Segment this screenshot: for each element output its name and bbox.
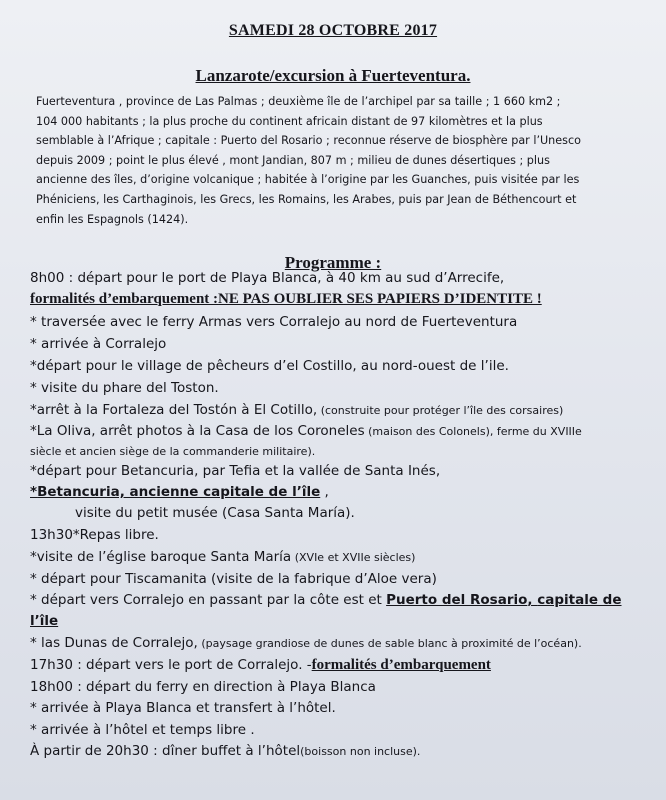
programme-line xyxy=(30,445,315,458)
ile-label: l’île xyxy=(30,613,59,629)
programme-line xyxy=(30,463,440,479)
betancuria-heading: Betancuria, ancienne capitale de l’île xyxy=(37,484,321,500)
programme-line xyxy=(30,291,542,308)
programme-line xyxy=(30,484,329,500)
intro-line: Phéniciens, les Carthaginois, les Grecs, les Romains, les Arabes, puis par Jean de Béthencourt et xyxy=(36,192,577,206)
line-text: *arrêt à la Fortaleza del Tostón à El Cotillo, xyxy=(30,402,318,418)
line-text: 18h00 : départ du ferry en direction à Playa Blanca xyxy=(30,679,376,695)
programme-line xyxy=(30,592,622,608)
line-note: (maison des Colonels), ferme du XVIIIe xyxy=(364,425,582,438)
programme-line xyxy=(30,743,420,759)
line-text: , xyxy=(320,484,329,500)
programme-line xyxy=(30,549,415,565)
line-text: À partir de 20h30 : dîner buffet à l’hôtel xyxy=(30,743,301,759)
header xyxy=(0,22,666,40)
intro-line: 104 000 habitants ; la plus proche du continent africain distant de 97 kilomètres et la plus xyxy=(36,114,543,128)
line-text: 17h30 : départ vers le port de Corralejo. - xyxy=(30,657,312,673)
line-text: * arrivée à Playa Blanca et transfert à l’hôtel. xyxy=(30,700,336,716)
programme-line xyxy=(30,380,219,396)
bullet-star: * xyxy=(30,484,38,500)
line-text: * visite du phare del Toston. xyxy=(30,380,219,396)
programme-line xyxy=(30,358,509,374)
line-text: * arrivée à Corralejo xyxy=(30,336,167,352)
programme-line xyxy=(30,722,255,738)
line-note: siècle et ancien siège de la commanderie militaire). xyxy=(30,445,316,458)
puerto-del-rosario: Puerto del Rosario xyxy=(386,592,528,608)
programme-line xyxy=(75,505,355,521)
programme-line xyxy=(30,314,517,330)
programme-line xyxy=(30,613,58,629)
line-note: (construite pour protéger l’île des corsaires) xyxy=(317,404,564,417)
line-note: (boisson non incluse). xyxy=(300,745,421,758)
boarding-label: formalités d’embarquement : xyxy=(30,291,219,307)
line-text: *La Oliva, arrêt photos à la Casa de los Coroneles xyxy=(30,423,365,439)
line-text: *départ pour le village de pêcheurs d’el Costillo, au nord-ouest de l’ile. xyxy=(30,358,509,374)
line-text: * départ vers Corralejo en passant par la côte est et xyxy=(30,592,387,608)
programme-line xyxy=(30,270,504,286)
line-note: (paysage grandiose de dunes de sable blanc à proximité de l’océan). xyxy=(197,637,582,650)
boarding-label: formalités d’embarquement xyxy=(311,657,491,673)
line-text: *départ pour Betancuria, par Tefia et la vallée de Santa Inés, xyxy=(30,463,441,479)
programme-line xyxy=(30,657,491,674)
programme-line xyxy=(30,700,336,716)
page-date: SAMEDI 28 OCTOBRE 2017 xyxy=(228,22,438,39)
programme-line xyxy=(30,527,159,543)
line-text: *visite de l’église baroque Santa María xyxy=(30,549,292,565)
intro-line: Fuerteventura , province de Las Palmas ; deuxième île de l’archipel par sa taille ; 1 660 km2 ; xyxy=(36,95,561,108)
line-text: * arrivée à l’hôtel et temps libre . xyxy=(30,722,255,738)
line-text: * traversée avec le ferry Armas vers Corralejo au nord de Fuerteventura xyxy=(30,314,518,330)
intro-line: depuis 2009 ; point le plus élevé , mont Jandian, 807 m ; milieu de dunes désertiques ; plus xyxy=(36,153,550,167)
intro-line: ancienne des îles, d’origine volcanique ; habitée à l’origine par les Guanches, puis visitée par les xyxy=(36,173,580,187)
line-text: * las Dunas de Corralejo, xyxy=(30,635,198,651)
programme-title: Programme : xyxy=(284,253,382,272)
id-warning: NE PAS OUBLIER SES PAPIERS D’IDENTITE ! xyxy=(218,291,542,307)
programme-line xyxy=(30,571,437,587)
programme-line xyxy=(30,336,166,352)
line-text: visite du petit musée (Casa Santa María). xyxy=(75,505,355,521)
line-text: 8h00 : départ pour le port de Playa Blanca, à 40 km au sud d’Arrecife, xyxy=(30,270,505,286)
intro-paragraph xyxy=(36,92,636,229)
programme-line xyxy=(30,402,563,418)
programme-line xyxy=(30,635,582,651)
programme-line xyxy=(30,423,582,439)
capitale-label: capitale de xyxy=(537,592,622,608)
comma: , xyxy=(527,592,538,608)
line-note: (XVIe et XVIIe siècles) xyxy=(291,551,416,564)
programme-line xyxy=(30,679,376,695)
line-text: 13h30*Repas libre. xyxy=(30,527,159,543)
intro-line: semblable à l’Afrique ; capitale : Puerto del Rosario ; reconnue réserve de biosphère par l’Unesco xyxy=(36,134,581,148)
line-text: * départ pour Tiscamanita (visite de la fabrique d’Aloe vera) xyxy=(30,571,437,587)
excursion-title: Lanzarote/excursion à Fuerteventura. xyxy=(195,66,471,85)
intro-line: enfin les Espagnols (1424). xyxy=(36,212,189,226)
